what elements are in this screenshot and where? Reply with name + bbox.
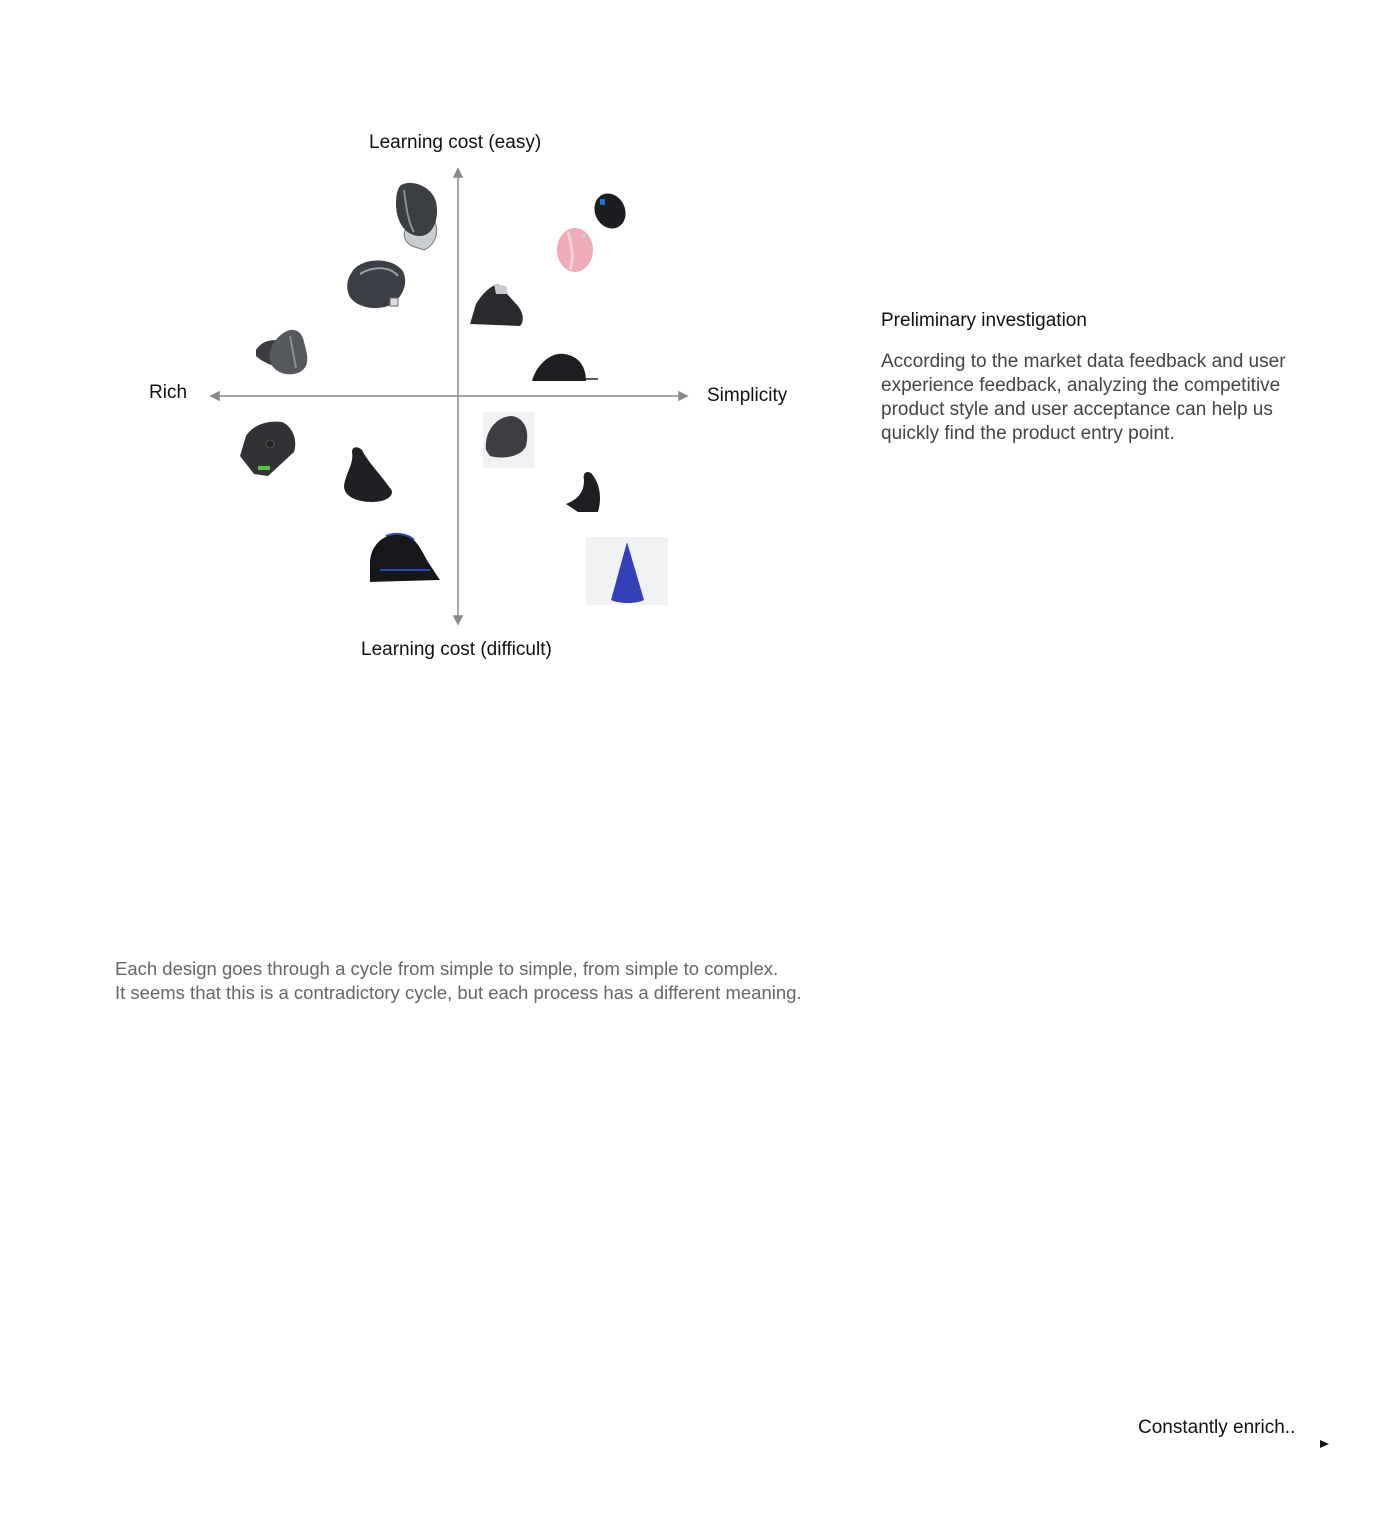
product-black-sculpt-mouse [589,188,631,233]
product-blue-cone-mouse [586,537,668,605]
timeline-label: Constantly enrich.. [1138,1417,1296,1438]
timeline-arrowhead [1320,1440,1329,1448]
product-gray-ergonomic-mouse [483,412,534,468]
product-black-wired-vertical-mouse [532,354,598,381]
product-black-blue-gaming-mouse [370,534,440,582]
cycle-text-line-2: It seems that this is a contradictory cycle, but each process has a different meaning. [115,982,802,1003]
product-small-black-vertical-mouse [566,472,600,512]
axis-label-left: Rich [149,382,188,403]
cycle-text-line-1: Each design goes through a cycle from simple to simple, from simple to complex. [115,958,779,979]
preliminary-body: According to the market data feedback and user experience feedback, analyzing the competitive product style and user acceptance can help us quickly find the product entry point. [881,351,1286,444]
timeline-arrow [0,1430,1400,1460]
product-contour-mouse [240,422,295,476]
axis-label-top: Learning cost (easy) [369,132,542,153]
product-black-joystick-mouse [344,447,392,502]
design-sketches [0,1120,1400,1420]
product-pink-vertical-mouse [557,228,593,272]
product-sculpted-gray-mouse [396,183,437,250]
product-black-vertical-mx-mouse [470,284,523,326]
product-gray-wireless-mouse [347,260,405,308]
axis-label-right: Simplicity [707,385,788,406]
product-vertical-gray-mouse-with-wing [256,330,307,375]
axis-label-bottom: Learning cost (difficult) [361,639,552,660]
preliminary-title: Preliminary investigation [881,310,1087,331]
